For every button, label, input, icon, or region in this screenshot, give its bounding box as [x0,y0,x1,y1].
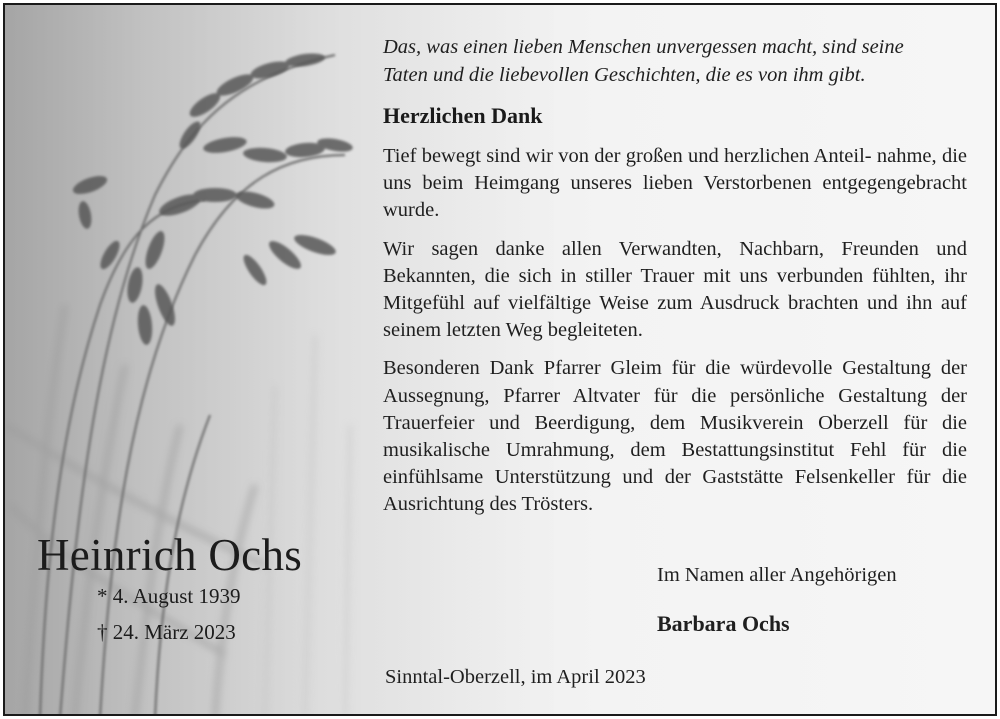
deceased-name: Heinrich Ochs [37,530,303,580]
memorial-quote [383,33,967,89]
deceased-block [37,529,337,647]
signature-intro: Im Namen aller Angehörigen [657,564,897,586]
obituary-notice [3,3,997,716]
main-text-column [383,33,967,519]
quote-line-1: Das, was einen lieben Menschen unvergessen macht, sind seine [383,36,904,58]
paragraph-sympathy: Tief bewegt sind wir von der großen und herzlichen Anteil- nahme, die uns beim Heimgang unseres lieben Verstorbenen entgegengebracht wurde. [383,145,967,222]
thanks-heading: Herzlichen Dank [383,103,543,128]
death-date: † 24. März 2023 [97,620,236,644]
place-date: Sinntal-Oberzell, im April 2023 [385,666,646,688]
quote-line-2: Taten und die liebevollen Geschichten, die es von ihm gibt. [383,64,866,86]
signature-block [657,561,897,639]
paragraph-thanks-relatives: Wir sagen danke allen Verwandten, Nachbarn, Freunden und Bekannten, die sich in stiller Trauer mit uns verbunden fühlten, ihr Mitgefühl auf vielfältige Weise zum Ausdruck brachten und ihn auf seinem letzten Weg begleiteten. [383,237,967,342]
signature-name: Barbara Ochs [657,611,790,636]
paragraph-special-thanks: Besonderen Dank Pfarrer Gleim für die würdevolle Gestaltung der Aussegnung, Pfarrer Altvater für die persönliche Gestaltung der Trauerfeier und Beerdigung, dem Musikverein Oberzell für die musikalische Umrahmung, dem Bestattungsinstitut Fehl für die einfühlsame Unterstützung und der Gaststätte Felsenkeller für die Ausrichtung des Trösters. [383,357,967,516]
birth-date: * 4. August 1939 [97,584,241,608]
